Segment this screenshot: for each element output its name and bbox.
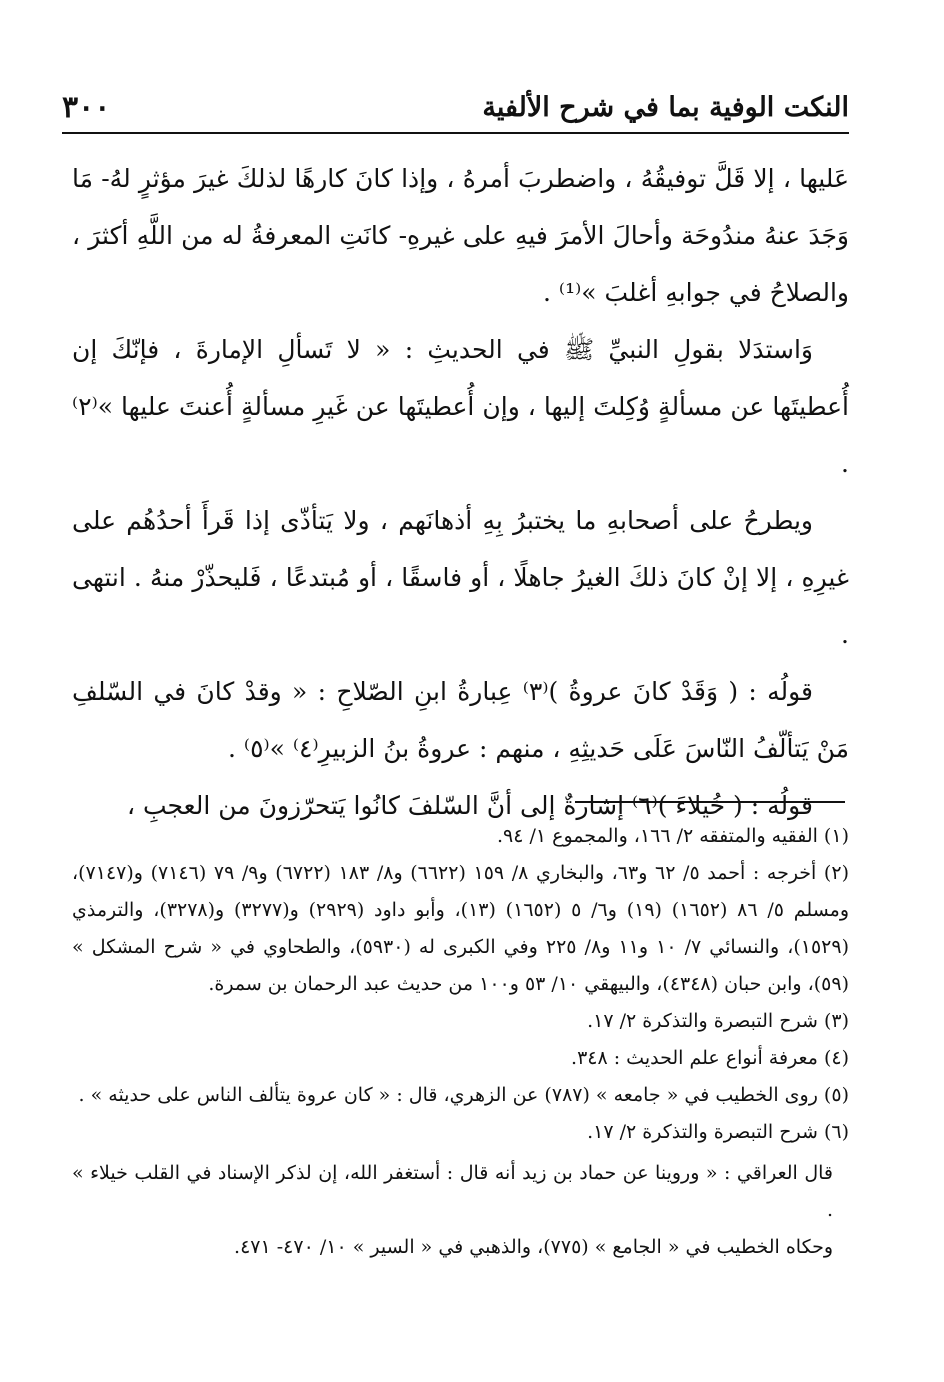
footnote-rule — [575, 801, 845, 803]
paragraph: وَاستدَلا بقولِ النبيِّ ﷺ في الحديثِ : « لا تَسألِ الإمارةَ ، فإنّكَ إن أُعطيتَها عن مسألةٍ وُكِلتَ إليها ، وإن أُعطيتَها عن غَيرِ مسألةٍ أُعنتَ عليها »⁽٢⁾ . — [72, 335, 849, 478]
header-rule — [62, 132, 849, 134]
footnote: (٢) أخرجه : أحمد ٥/ ٦٢ و٦٣، والبخاري ٨/ ١٥٩ (٦٦٢٢) و٨/ ١٨٣ (٦٧٢٢) و٩/ ٧٩ (٧١٤٦) و(٧١٤٧)، ومسلم ٥/ ٨٦ (١٦٥٢) (١٩) و٦/ ٥ (١٦٥٢) (١٣)، وأبو داود (٢٩٢٩) و(٣٢٧٧) و(٣٢٧٨)، والترمذي (١٥٢٩)، والنسائي ٧/ ١٠ و١١ و٨/ ٢٢٥ وفي الكبرى له (٥٩٣٠)، والطحاوي في « شرح المشكل » (٥٩)، وابن حبان (٤٣٤٨)، والبيهقي ١٠/ ٥٣ و١٠٠ من حديث عبد الرحمان بن سمرة. — [72, 862, 850, 995]
footnote-continuation: قال العراقي : « وروينا عن حماد بن زيد أنه قال : أستغفر الله، إن لذكر الإسناد في القلب خيلاء » . — [72, 1162, 833, 1221]
footnote: (٤) معرفة أنواع علم الحديث : ٣٤٨. — [571, 1047, 849, 1069]
footnote-continuation: وحكاه الخطيب في « الجامع » (٧٧٥)، والذهبي في « السير » ١٠/ ٤٧٠- ٤٧١. — [234, 1236, 833, 1258]
footnote: (١) الفقيه والمتفقه ٢/ ١٦٦، والمجموع ١/ ٩٤. — [496, 825, 849, 847]
footnote: (٦) شرح التبصرة والتذكرة ٢/ ١٧. — [587, 1121, 849, 1143]
footnote: (٥) روى الخطيب في « جامعه » (٧٨٧) عن الزهري، قال : « كان عروة يتألف الناس على حديثه » . — [78, 1084, 849, 1106]
paragraph: ويطرحُ على أصحابهِ ما يختبرُ بِهِ أذهانَهم ، ولا يَتأذّى إذا قَرأَ أحدُهُم على غيرِهِ ، إلا إنْ كانَ ذلكَ الغيرُ جاهلًا ، أو فاسقًا ، أو مُبتدعًا ، فَليحذّرْ منهُ . انتهى . — [72, 506, 849, 649]
main-text — [72, 150, 849, 834]
running-title: النكت الوفية بما في شرح الألفية — [482, 92, 849, 123]
page-number: ٣٠٠ — [62, 90, 111, 125]
footnote: (٣) شرح التبصرة والتذكرة ٢/ ١٧. — [587, 1010, 849, 1032]
paragraph: قولُه : ( وَقَدْ كانَ عروةُ )⁽٣⁾ عِبارةُ ابنِ الصّلاحِ : « وقدْ كانَ في السّلفِ مَنْ يَتألّفُ النّاسَ عَلَى حَديثِهِ ، منهم : عروةُ بنُ الزبيرِ⁽٤⁾ »⁽٥⁾ . — [72, 677, 849, 763]
page-header — [62, 84, 849, 128]
paragraph: عَليها ، إلا قَلَّ توفيقُهُ ، واضطربَ أمرهُ ، وإذا كانَ كارهًا لذلكَ غيرَ مؤثرٍ لهُ- مَا وَجَدَ عنهُ مندُوحَة وأحالَ الأمرَ فيهِ على غيرهِ- كانَتِ المعرفةُ له من اللَّهِ أكثرَ ، والصلاحُ في جوابهِ أغلبَ »⁽¹⁾ . — [72, 164, 849, 307]
footnotes — [72, 818, 849, 1266]
paragraph: قولُه : ( خُيلاءَ )⁽٦⁾ إشارةٌ إلى أنَّ السّلفَ كانُوا يَتحرّزونَ من العجبِ ، — [126, 791, 813, 820]
